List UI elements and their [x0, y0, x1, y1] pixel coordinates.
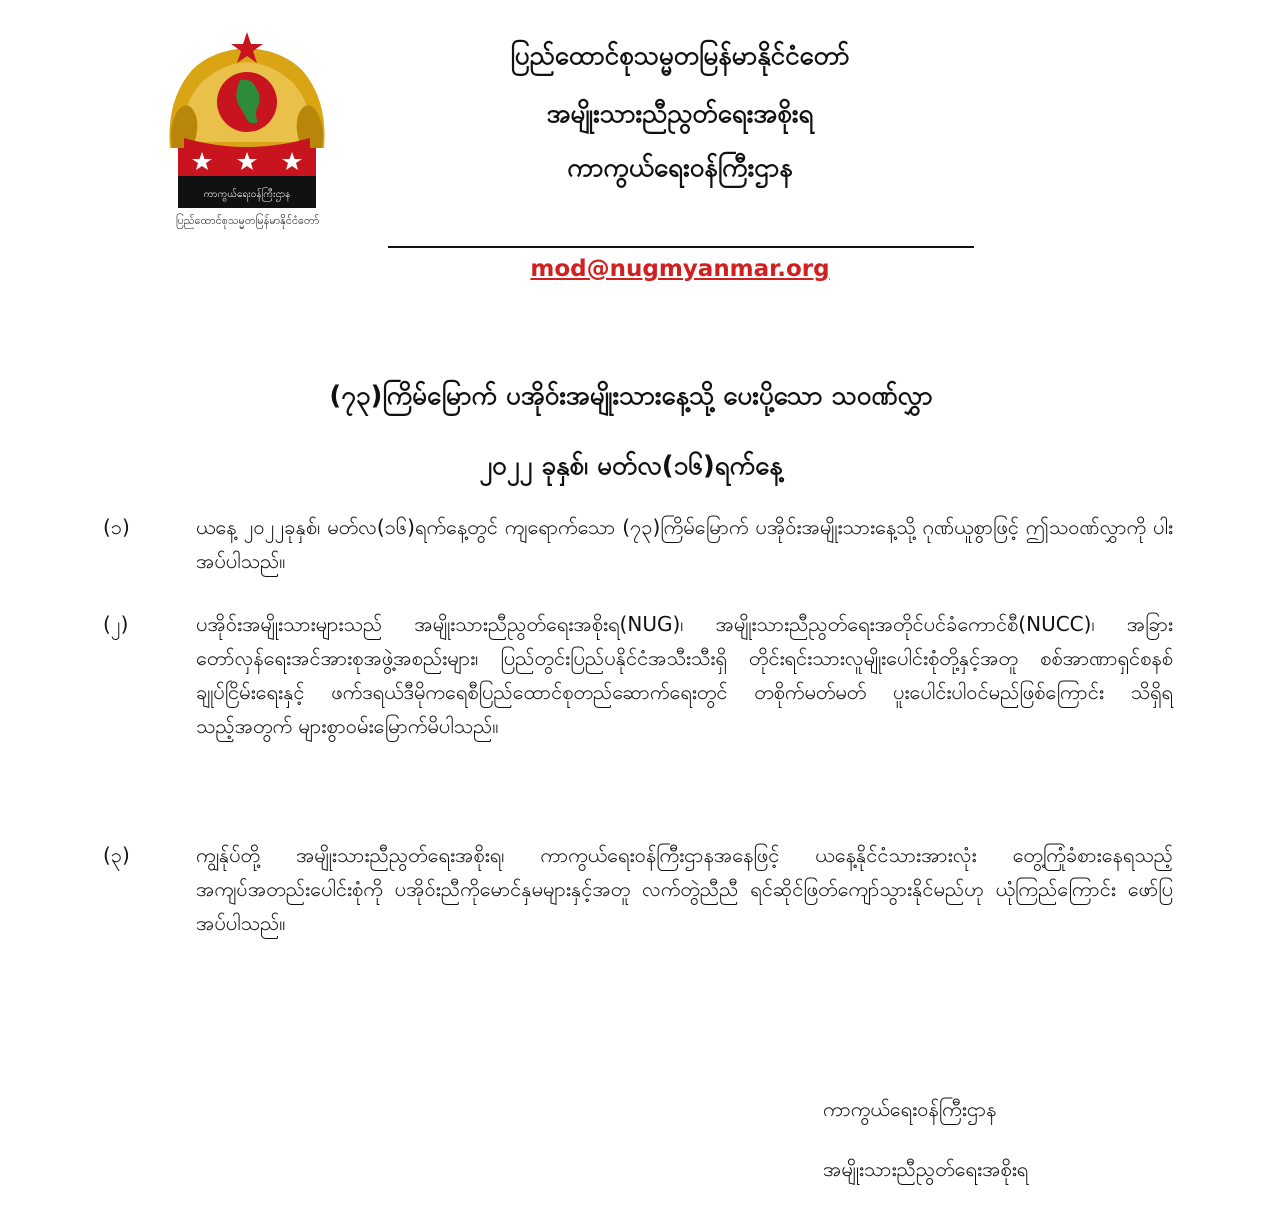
header-government-name: အမျိုးသားညီညွတ်ရေးအစိုးရ: [546, 99, 814, 129]
header-divider: [388, 246, 974, 248]
signature-ministry: ကာကွယ်ရေးဝန်ကြီးဌာန: [823, 1097, 997, 1121]
paragraph-text: ကျွန်ုပ်တို့ အမျိုးသားညီညွတ်ရေးအစိုးရ၊ ကာကွယ်ရေးဝန်ကြီးဌာနအနေဖြင့် ယနေ့နိုင်ငံသားအားလုံး တွေ့ကြုံခံစားနေရသည့် အကျပ်အတည်းပေါင်းစုံကို ပအိုဝ်းညီကိုမောင်နှမများနှင့်အတူ လက်တွဲညီညီ ရင်ဆိုင်ဖြတ်ကျော်သွားနိုင်မည်ဟု ယုံကြည်ကြောင်း ဖော်ပြအပ်ပါသည်။: [196, 843, 1173, 935]
emblem-banner-text: ကာကွယ်ရေးဝန်ကြီးဌာန: [203, 189, 291, 200]
paragraph-number: (၃): [103, 843, 130, 867]
emblem-graphic: [162, 30, 332, 230]
ministry-emblem: [162, 30, 332, 240]
signature-government: အမျိုးသားညီညွတ်ရေးအစိုးရ: [823, 1157, 1029, 1181]
header-country-name: ပြည်ထောင်စုသမ္မတမြန်မာနိုင်ငံတော်: [510, 41, 850, 71]
paragraph-number: (၁): [103, 515, 130, 539]
paragraph-number: (၂): [103, 612, 129, 636]
header-ministry-name: ကာကွယ်ရေးဝန်ကြီးဌာန: [567, 153, 793, 183]
paragraph-text: ယနေ့ ၂၀၂၂ခုနှစ်၊ မတ်လ(၁၆)ရက်နေ့တွင် ကျရောက်သော (၇၃)ကြိမ်မြောက် ပအိုဝ်းအမျိုးသားနေ့သို့ ဂုဏ်ယူစွာဖြင့် ဤသဝဏ်လွှာကို ပါးအပ်ပါသည်။: [196, 515, 1173, 573]
paragraph-text: ပအိုဝ်းအမျိုးသားများသည် အမျိုးသားညီညွတ်ရေးအစိုးရ(NUG)၊ အမျိုးသားညီညွတ်ရေးအတိုင်ပင်ခံကောင်စီ(NUCC)၊ အခြားတော်လှန်ရေးအင်အားစုအဖွဲ့အစည်းများ၊ ပြည်တွင်းပြည်ပနိုင်ငံအသီးသီးရှိ တိုင်းရင်းသားလူမျိုးပေါင်းစုံတို့နှင့်အတူ စစ်အာဏာရှင်စနစ်ချုပ်ငြိမ်းရေးနှင့် ဖက်ဒရယ်ဒီမိုကရေစီပြည်ထောင်စုတည်ဆောက်ရေးတွင် တစိုက်မတ်မတ် ပူးပေါင်းပါဝင်မည်ဖြစ်ကြောင်း သိရှိရသည့်အတွက် များစွာဝမ်းမြောက်မိပါသည်။: [196, 612, 1173, 738]
document-date: ၂၀၂၂ ခုနှစ်၊ မတ်လ(၁၆)ရက်နေ့: [479, 451, 783, 481]
document-title: (၇၃)ကြိမ်မြောက် ပအိုဝ်းအမျိုးသားနေ့သို့ ပေးပို့သော သဝဏ်လွှာ: [329, 381, 933, 411]
emblem-caption: ပြည်ထောင်စုသမ္မတမြန်မာနိုင်ငံတော်: [175, 214, 320, 227]
email-link[interactable]: mod@nugmyanmar.org: [530, 256, 830, 282]
